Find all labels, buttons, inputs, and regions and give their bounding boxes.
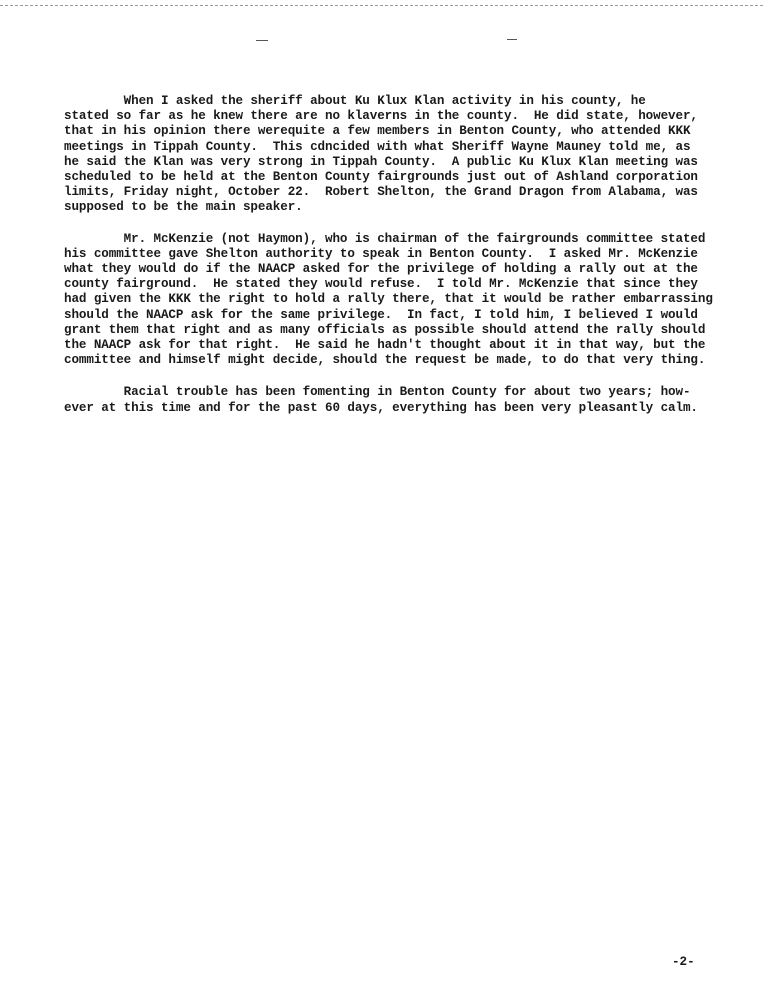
- paragraph-1: [64, 94, 728, 216]
- text-line: the NAACP ask for that right. He said he hadn't thought about it in that way, but the: [64, 338, 706, 353]
- text-line: supposed to be the main speaker.: [64, 200, 303, 215]
- text-line: what they would do if the NAACP asked for the privilege of holding a rally out at the: [64, 262, 698, 277]
- scan-mark: [256, 40, 268, 41]
- text-line: limits, Friday night, October 22. Robert Shelton, the Grand Dragon from Alabama, was: [64, 185, 698, 200]
- text-line: committee and himself might decide, should the request be made, to do that very thing.: [64, 353, 706, 368]
- letter-body: [64, 94, 728, 432]
- text-line: stated so far as he knew there are no klaverns in the county. He did state, however,: [64, 109, 698, 124]
- text-line: county fairground. He stated they would refuse. I told Mr. McKenzie that since they: [64, 277, 698, 292]
- paragraph-2: [64, 232, 728, 369]
- text-line: his committee gave Shelton authority to speak in Benton County. I asked Mr. McKenzie: [64, 246, 698, 261]
- text-line: ever at this time and for the past 60 days, everything has been very pleasantly calm.: [64, 400, 698, 415]
- page-top-edge: [0, 0, 763, 6]
- text-line: Mr. McKenzie (not Haymon), who is chairman of the fairgrounds committee stated: [64, 231, 706, 246]
- text-line: meetings in Tippah County. This cdncided with what Sheriff Wayne Mauney told me, as: [64, 139, 691, 154]
- text-line: grant them that right and as many officials as possible should attend the rally should: [64, 322, 706, 337]
- text-line: he said the Klan was very strong in Tippah County. A public Ku Klux Klan meeting was: [64, 154, 698, 169]
- paragraph-3: [64, 385, 728, 415]
- text-line: When I asked the sheriff about Ku Klux Klan activity in his county, he: [64, 94, 646, 108]
- text-line: scheduled to be held at the Benton County fairgrounds just out of Ashland corporation: [64, 170, 698, 185]
- scan-mark: [507, 39, 517, 40]
- text-line: should the NAACP ask for the same privilege. In fact, I told him, I believed I would: [64, 307, 698, 322]
- text-line: had given the KKK the right to hold a rally there, that it would be rather embarrassing: [64, 292, 713, 307]
- text-line: that in his opinion there werequite a few members in Benton County, who attended KKK: [64, 124, 691, 139]
- text-line: Racial trouble has been fomenting in Benton County for about two years; how-: [64, 385, 691, 400]
- page-number: -2-: [672, 955, 695, 969]
